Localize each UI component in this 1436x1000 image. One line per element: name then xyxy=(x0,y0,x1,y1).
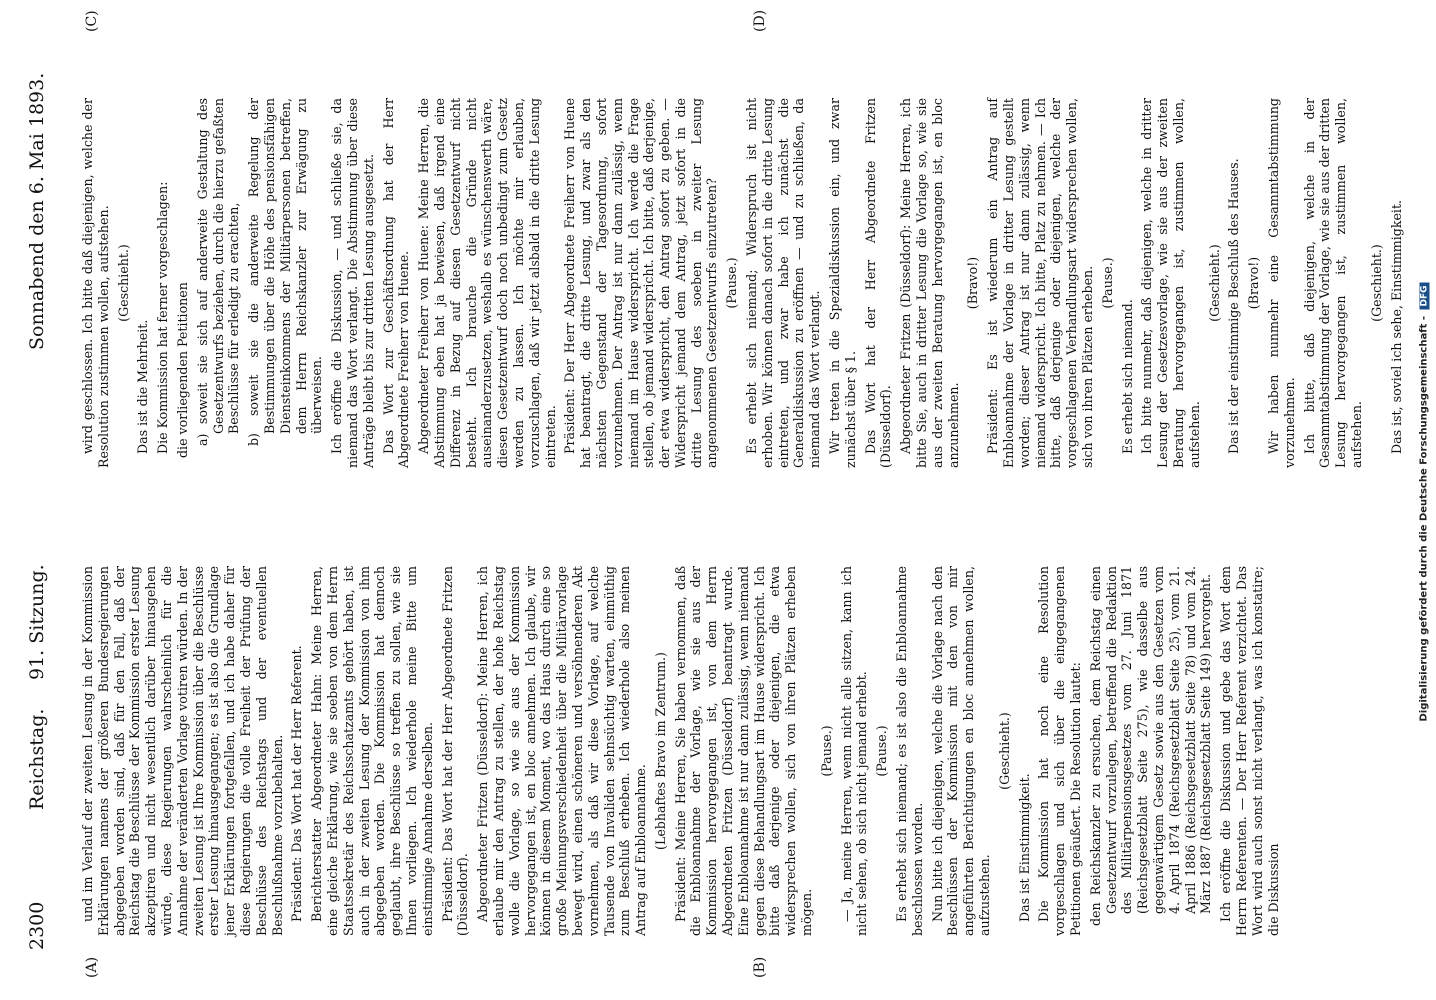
list-item: a) soweit sie sich auf anderweite Gestaltung des Gesetzentwurfs beziehen, durch die hierzu gefaßten Beschlüsse für erledigt zu erachten, xyxy=(194,98,242,446)
stage-direction: (Pause.) xyxy=(724,257,740,309)
right-text-column xyxy=(80,98,1404,468)
paragraph: Die Kommission hat ferner vorgeschlagen: xyxy=(155,181,171,454)
paragraph: Ich eröffne die Diskussion, — und schließe sie, da niemand das Wort verlangt. Die Abstimmung über diese Anträge bleibt bis zur dritten Lesung ausgesetzt. xyxy=(329,98,376,468)
stage-direction: (Geschieht.) xyxy=(996,712,1012,790)
stage-direction: (Pause.) xyxy=(874,725,890,777)
paragraph: Das ist die Mehrheit. xyxy=(135,319,151,454)
header-session: 91. Sitzung. xyxy=(26,564,48,680)
paragraph: Es erhebt sich niemand; Widerspruch ist nicht erhoben. Wir können danach sofort in die dritte Lesung eintreten, und zwar habe ich zunächst die Generaldiskussion zu eröffnen — und zu schließen, da niemand das Wort verlangt. xyxy=(744,98,823,468)
paragraph: Präsident: Meine Herren, Sie haben vernommen, daß die Enbloannahme der Vorlage, wie sie aus der Kommission hervorgegangen ist, von dem Herrn Abgeordneten Fritzen (Düsseldorf) beantragt wurde. Eine Enbloannahme ist nur dann zulässig, wenn niemand gegen diese Behandlungsart im Hause widerspricht. Ich bitte daß derjenige oder diejenigen, die etwa widersprechen wollen, sich von ihren Plätzen erheben mögen. xyxy=(672,566,815,936)
paragraph: Das ist, soviel ich sehe, Einstimmigkeit. xyxy=(1388,199,1404,454)
paragraph: Abgeordneter Fritzen (Düsseldorf): Meine Herren, ich bitte Sie, auch in dritter Lesung die Vorlage so, wie sie aus der zweiten Beratung hervorgegangen ist, en bloc anzunehmen. xyxy=(898,98,961,468)
paragraph: Präsident: Der Herr Abgeordnete Freiherr von Huene hat beantragt, die dritte Lesung, und zwar als den nächsten Gegenstand der Tagesordnung, sofort vorzunehmen. Der Antrag ist nur dann zulässig, wenn niemand im Hause widerspricht. Ich werde die Frage stellen, ob jemand widerspricht. Ich bitte, daß derjenige, der etwa widerspricht, den Antrag sofort zu geben. — Widerspricht jemand dem Antrag, jetzt sofort in die dritte Lesung des soeben in zweiter Lesung angenommenen Gesetzentwurfs einzutreten? xyxy=(562,98,720,468)
margin-marker-d: (D) xyxy=(752,9,768,32)
margin-marker-a: (A) xyxy=(84,956,100,978)
header-date: Sonnabend den 6. Mai 1893. xyxy=(26,72,48,350)
paragraph: Die Kommission hat noch eine Resolution vorgeschlagen und sich über die eingegangenen Petitionen geäußert. Die Resolution lautet: xyxy=(1036,566,1084,936)
stage-direction: (Pause.) xyxy=(1099,257,1115,309)
digitization-credit xyxy=(1412,12,1436,992)
paragraph: Abgeordneter Freiherr von Huene: Meine Herren, die Abstimmung eben hat ja bewiesen, daß irgend eine Differenz in Bezug auf diesen Gesetzentwurf nicht besteht. Ich brauche die Gründe nicht auseinanderzusetzen, weshalb es wünschenswerth wäre, diesen Gesetzentwurf doch noch unbedingt zum Gesetz werden zu lassen. Ich möchte mir erlauben, vorzuschlagen, daß wir jetzt alsbald in die dritte Lesung eintreten. xyxy=(416,98,558,468)
paragraph: Wir treten in die Spezialdiskussion ein, und zwar zunächst über § 1. xyxy=(827,98,858,468)
list-intro: die vorliegenden Petitionen xyxy=(174,282,190,458)
paragraph: Abgeordneter Fritzen (Düsseldorf): Meine Herren, ich erlaube mir den Antrag zu stellen, der hohe Reichstag wolle die Vorlage, so wie sie aus der Kommission hervorgegangen ist, en bloc annehmen. Ich glaube, wir können in diesem Moment, wo das Haus durch eine so große Meinungsverschiedenheit über die Militärvorlage bewegt wird, einen schöneren und versöhnenderen Akt vornehmen, als daß wir diese Vorlage, auf welche Tausende von Invaliden sehnsüchtig warten, einmüthig zum Beschluß erheben. Ich wiederhole also meinen Antrag auf Enbloannahme. xyxy=(475,566,649,936)
page-header xyxy=(16,45,66,950)
paragraph: Das ist Einstimmigkeit. xyxy=(1016,773,1032,922)
paragraph: wird geschlossen. Ich bitte daß diejenigen, welche der Resolution zustimmen wollen, aufstehen. xyxy=(80,98,111,468)
margin-marker-c: (C) xyxy=(84,10,100,32)
stage-direction: (Geschieht.) xyxy=(1206,244,1222,322)
paragraph: Nun bitte ich diejenigen, welche die Vorlage nach den Beschlüssen der Kommission mit den von mir angeführten Berichtigungen en bloc annehmen wollen, aufzustehen. xyxy=(929,566,993,936)
paragraph: Präsident: Das Wort hat der Herr Abgeordnete Fritzen (Düsseldorf). xyxy=(439,566,471,936)
paragraph: und im Verlauf der zweiten Lesung in der Kommission Erklärungen namens der größeren Bundesregierungen abgegeben worden sind, daß für den Fall, daß der Reichstag die Beschlüsse der Kommission erster Lesung akzeptiren und nicht wesentlich darüber hinausgehen würde, diese Regierungen wahrscheinlich für die Annahme der veränderten Vorlage votiren würden. In der zweiten Lesung ist Ihre Kommission über die Beschlüsse erster Lesung hinausgegangen; es ist also die Grundlage jener Erklärungen fortgefallen, und ich habe daher für diese Regierungen die volle Freiheit der Prüfung der Beschlüsse des Reichstags und der eventuellen Beschlußnahme vorzubehalten. xyxy=(80,566,285,936)
credit-text: Digitalisierung gefördert durch die Deutsche Forschungsgemeinschaft - xyxy=(1418,315,1430,722)
stage-direction: (Geschieht.) xyxy=(1368,244,1384,322)
list-item: b) soweit sie die anderweite Regelung der Bestimmungen über die Höhe des pensionsfähigen Diensteinkommens der Militärpersonen betreffen, dem Herrn Reichskanzler zur Erwägung zu überweisen. xyxy=(246,98,325,446)
page-number: 2300 xyxy=(26,901,48,950)
paragraph: Das ist der einstimmige Beschluß des Hauses. xyxy=(1226,158,1242,454)
paragraph: Präsident: Das Wort hat der Herr Referent. xyxy=(289,645,305,922)
header-publication: Reichstag. xyxy=(26,708,48,810)
paragraph: Ich eröffne die Diskussion und gebe das Wort dem Herrn Referenten. — Der Herr Referent verzichtet. Das Wort wird auch sonst nicht verlangt, was ich konstatire; die Diskussion xyxy=(1218,566,1281,936)
dfg-logo: DFG xyxy=(1420,282,1430,309)
paragraph: Präsident: Es ist wiederum ein Antrag auf Enbloannahme der Vorlage in dritter Lesung gestellt worden; dieser Antrag ist nur dann zulässig, wenn niemand widerspricht. Ich bitte, Platz zu nehmen. — Ich bitte, daß derjenige oder diejenigen, welche der vorgeschlagenen Verhandlungsart widersprechen wollen, sich von ihren Plätzen erheben. xyxy=(985,98,1096,468)
left-text-column xyxy=(80,566,1280,936)
paragraph: Wir haben nunmehr eine Gesammtabstimmung vorzunehmen. xyxy=(1265,98,1297,468)
stage-direction: (Lebhaftes Bravo im Zentrum.) xyxy=(652,652,668,850)
paragraph: Das Wort zur Geschäftsordnung hat der Herr Abgeordnete Freiherr von Huene. xyxy=(380,98,412,468)
stage-direction: (Bravo!) xyxy=(1246,256,1262,310)
paragraph: — Ja, meine Herren, wenn nicht alle sitzen, kann ich nicht sehen, ob sich nicht jemand erhebt. xyxy=(838,566,870,936)
paragraph: Ich bitte nunmehr, daß diejenigen, welche in dritter Lesung der Gesetzesvorlage, wie sie aus der zweiten Beratung hervorgegangen ist, zustimmen wollen, aufstehen. xyxy=(1139,98,1202,468)
stage-direction: (Pause.) xyxy=(818,725,834,777)
resolution-text: den Reichskanzler zu ersuchen, dem Reichstag einen Gesetzentwurf vorzulegen, betreffend die Redaktion des Militärpensionsgesetzes vom 27. Juni 1871 (Reichsgesetzblatt Seite 275), wie dasselbe aus gegenwärtigem Gesetz sowie aus den Gesetzen vom 4. April 1874 (Reichsgesetzblatt Seite 25), vom 21. April 1886 (Reichsgesetzblatt Seite 78) und vom 24. März 1887 (Reichsgesetzblatt Seite 149) hervorgeht. xyxy=(1087,566,1214,926)
stage-direction: (Geschieht.) xyxy=(115,244,131,322)
paragraph: Das Wort hat der Herr Abgeordnete Fritzen (Düsseldorf). xyxy=(862,98,894,468)
paragraph: Es erhebt sich niemand. xyxy=(1119,299,1135,454)
paragraph: Ich bitte, daß diejenigen, welche in der Gesammtabstimmung der Vorlage, wie sie aus der dritten Lesung hervorgegangen ist, zustimmen wollen, aufstehen. xyxy=(1301,98,1364,468)
stage-direction: (Bravo!) xyxy=(965,256,981,310)
paragraph: Berichterstatter Abgeordneter Hahn: Meine Herren, eine gleiche Erklärung, wie sie soeben von dem Herrn Staatssekretär des Reichsschatzamts gehört haben, ist auch in der zweiten Lesung der Kommission von ihm abgegeben worden. Die Kommission hat dennoch geglaubt, ihre Beschlüsse so treffen zu sollen, wie sie Ihnen vorliegen. Ich wiederhole meine Bitte um einstimmige Annahme derselben. xyxy=(309,566,435,936)
paragraph: Es erhebt sich niemand; es ist also die Enbloannahme beschlossen worden. xyxy=(894,566,925,936)
margin-marker-b: (B) xyxy=(752,956,768,978)
